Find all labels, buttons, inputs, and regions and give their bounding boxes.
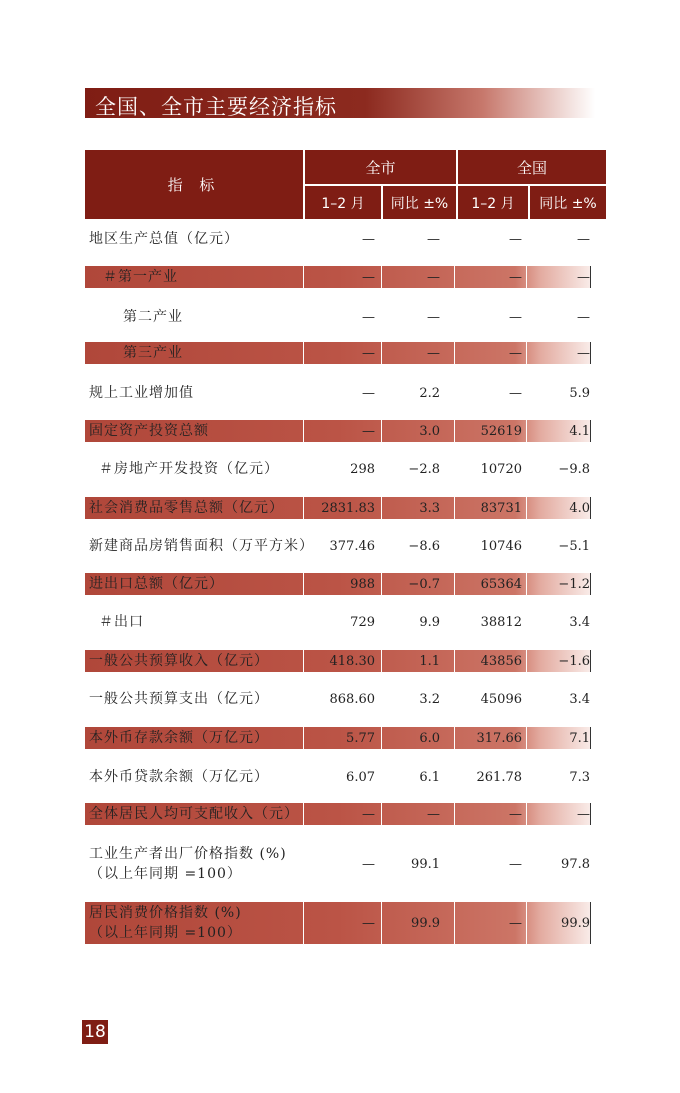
row-end-line <box>590 902 591 944</box>
column-separator <box>381 803 382 825</box>
column-separator <box>454 902 455 944</box>
nation-yoy-value: — <box>577 309 590 325</box>
column-separator <box>381 902 382 944</box>
row-end-line <box>590 650 591 672</box>
table-row <box>85 760 591 794</box>
city-yoy-value: 2.2 <box>419 385 440 401</box>
column-separator <box>381 420 382 442</box>
row-label-line: 一般公共预算支出（亿元） <box>89 691 269 707</box>
city-period-value: 5.77 <box>346 730 375 746</box>
city-yoy-value: 99.1 <box>411 856 440 872</box>
row-label <box>89 902 242 944</box>
city-yoy-value: — <box>427 269 440 285</box>
column-separator <box>526 650 527 672</box>
row-end-line <box>590 342 591 364</box>
table-row <box>85 266 591 288</box>
row-label-line: 固定资产投资总额 <box>89 423 209 439</box>
column-separator <box>526 803 527 825</box>
city-yoy-value: 9.9 <box>419 614 440 630</box>
column-separator <box>303 803 304 825</box>
row-label-line: 一般公共预算收入（亿元） <box>89 653 269 669</box>
city-period-value: 377.46 <box>329 538 375 554</box>
nation-yoy-value: 97.8 <box>561 856 590 872</box>
row-label-line: 地区生产总值（亿元） <box>89 231 239 247</box>
nation-period-value: 83731 <box>480 500 522 516</box>
city-period-value: 729 <box>350 614 375 630</box>
city-period-value: — <box>362 423 375 439</box>
nation-yoy-value: 7.1 <box>569 730 590 746</box>
header-city: 全市 <box>305 150 456 184</box>
nation-yoy-value: 4.0 <box>569 500 590 516</box>
row-label-line: 社会消费品零售总额（亿元） <box>89 500 284 516</box>
nation-yoy-value: — <box>577 345 590 361</box>
city-period-value: 2831.83 <box>321 500 375 516</box>
column-separator <box>381 573 382 595</box>
column-separator <box>381 650 382 672</box>
column-separator <box>303 902 304 944</box>
row-label-line: 本外币存款余额（万亿元） <box>89 730 269 746</box>
column-separator <box>526 266 527 288</box>
column-separator <box>454 650 455 672</box>
row-label <box>89 497 284 519</box>
row-end-line <box>590 573 591 595</box>
row-label-line: ＃出口 <box>99 614 144 630</box>
row-end-line <box>590 727 591 749</box>
table-row <box>85 529 591 563</box>
city-yoy-value: −0.7 <box>408 576 440 592</box>
city-yoy-value: 99.9 <box>411 915 440 931</box>
city-period-value: — <box>362 309 375 325</box>
section-title: 全国、全市主要经济指标 <box>95 95 337 119</box>
nation-period-value: — <box>509 915 522 931</box>
row-label <box>123 302 183 332</box>
column-separator <box>454 727 455 749</box>
row-label-line: （以上年同期 =100） <box>89 925 242 941</box>
row-label-line: 第二产业 <box>123 309 183 325</box>
nation-period-value: — <box>509 806 522 822</box>
row-label <box>89 420 209 442</box>
row-label <box>99 605 144 639</box>
nation-period-value: — <box>509 345 522 361</box>
city-yoy-value: 3.0 <box>419 423 440 439</box>
header-indicator: 指 标 <box>85 150 303 219</box>
nation-period-value: 43856 <box>480 653 522 669</box>
city-period-value: 298 <box>350 461 375 477</box>
city-yoy-value: 6.1 <box>419 769 440 785</box>
header-nation-period: 1–2 月 <box>458 186 528 219</box>
nation-yoy-value: 4.1 <box>569 423 590 439</box>
nation-yoy-value: 99.9 <box>561 915 590 931</box>
header-nation-yoy: 同比 ±% <box>530 186 606 219</box>
nation-period-value: 65364 <box>480 576 522 592</box>
nation-period-value: 38812 <box>480 614 522 630</box>
table-row <box>85 420 591 442</box>
nation-period-value: — <box>509 385 522 401</box>
nation-period-value: 10720 <box>480 461 522 477</box>
nation-period-value: 52619 <box>480 423 522 439</box>
city-period-value: 868.60 <box>329 691 375 707</box>
city-period-value: — <box>362 345 375 361</box>
row-label <box>89 682 269 716</box>
column-separator <box>454 420 455 442</box>
table-row <box>85 682 591 716</box>
column-separator <box>303 342 304 364</box>
city-yoy-value: −2.8 <box>408 461 440 477</box>
nation-yoy-value: 5.9 <box>569 385 590 401</box>
row-label <box>103 266 178 288</box>
city-yoy-value: — <box>427 309 440 325</box>
row-label <box>89 222 239 256</box>
row-label-line: ＃房地产开发投资（亿元） <box>99 461 279 477</box>
nation-period-value: — <box>509 269 522 285</box>
nation-yoy-value: 7.3 <box>569 769 590 785</box>
city-yoy-value: 1.1 <box>419 653 440 669</box>
table-row <box>85 302 591 332</box>
city-period-value: — <box>362 915 375 931</box>
row-end-line <box>590 420 591 442</box>
nation-yoy-value: −9.8 <box>558 461 590 477</box>
row-label-line: 全体居民人均可支配收入（元） <box>89 806 299 822</box>
row-label-line: 第三产业 <box>123 345 183 361</box>
column-separator <box>381 727 382 749</box>
column-separator <box>526 902 527 944</box>
table-row <box>85 573 591 595</box>
nation-period-value: 45096 <box>480 691 522 707</box>
row-label-line: 本外币贷款余额（万亿元） <box>89 769 269 785</box>
city-period-value: 6.07 <box>346 769 375 785</box>
column-separator <box>303 420 304 442</box>
nation-yoy-value: −1.6 <box>558 653 590 669</box>
city-yoy-value: 6.0 <box>419 730 440 746</box>
row-label <box>89 727 269 749</box>
city-yoy-value: 3.2 <box>419 691 440 707</box>
table-row <box>85 902 591 944</box>
city-period-value: 418.30 <box>329 653 375 669</box>
nation-yoy-value: −1.2 <box>558 576 590 592</box>
row-label-line: 居民消费价格指数 (%) <box>89 905 242 921</box>
city-yoy-value: 3.3 <box>419 500 440 516</box>
row-label-line: 新建商品房销售面积（万平方米） <box>89 538 314 554</box>
nation-yoy-value: — <box>577 806 590 822</box>
column-separator <box>303 650 304 672</box>
column-separator <box>454 266 455 288</box>
column-separator <box>526 727 527 749</box>
table-row <box>85 497 591 519</box>
row-label <box>123 342 183 364</box>
nation-period-value: — <box>509 309 522 325</box>
nation-period-value: — <box>509 856 522 872</box>
row-label <box>89 650 269 672</box>
column-separator <box>526 573 527 595</box>
city-yoy-value: −8.6 <box>408 538 440 554</box>
city-yoy-value: — <box>427 231 440 247</box>
city-period-value: 988 <box>350 576 375 592</box>
table-row <box>85 605 591 639</box>
table-row <box>85 803 591 825</box>
column-separator <box>454 803 455 825</box>
header-city-yoy: 同比 ±% <box>383 186 456 219</box>
column-separator <box>381 497 382 519</box>
city-period-value: — <box>362 385 375 401</box>
city-period-value: — <box>362 269 375 285</box>
city-period-value: — <box>362 856 375 872</box>
nation-yoy-value: — <box>577 269 590 285</box>
row-label <box>89 835 287 893</box>
table-row <box>85 222 591 256</box>
column-separator <box>454 573 455 595</box>
header-city-period: 1–2 月 <box>305 186 381 219</box>
row-label <box>89 529 314 563</box>
nation-yoy-value: 3.4 <box>569 614 590 630</box>
nation-yoy-value: — <box>577 231 590 247</box>
table-row <box>85 342 591 364</box>
nation-period-value: — <box>509 231 522 247</box>
table-row <box>85 376 591 410</box>
section-title-bar <box>85 88 595 118</box>
column-separator <box>303 573 304 595</box>
nation-period-value: 10746 <box>480 538 522 554</box>
nation-yoy-value: 3.4 <box>569 691 590 707</box>
row-label <box>89 376 194 410</box>
column-separator <box>526 420 527 442</box>
header-nation: 全国 <box>458 150 606 184</box>
row-label-line: ＃第一产业 <box>103 269 178 285</box>
column-separator <box>454 497 455 519</box>
table-row <box>85 452 591 486</box>
row-label <box>89 803 299 825</box>
row-end-line <box>590 497 591 519</box>
column-separator <box>526 342 527 364</box>
nation-yoy-value: −5.1 <box>558 538 590 554</box>
column-separator <box>381 342 382 364</box>
row-label-line: 工业生产者出厂价格指数 (%) <box>89 846 287 862</box>
column-separator <box>381 266 382 288</box>
city-period-value: — <box>362 806 375 822</box>
city-period-value: — <box>362 231 375 247</box>
column-separator <box>303 266 304 288</box>
nation-period-value: 261.78 <box>476 769 522 785</box>
table-row <box>85 727 591 749</box>
row-end-line <box>590 266 591 288</box>
page-number: 18 <box>82 1020 108 1044</box>
column-separator <box>303 497 304 519</box>
city-yoy-value: — <box>427 806 440 822</box>
nation-period-value: 317.66 <box>476 730 522 746</box>
row-label <box>89 760 269 794</box>
column-separator <box>454 342 455 364</box>
row-label <box>89 573 224 595</box>
row-label-line: 进出口总额（亿元） <box>89 576 224 592</box>
column-separator <box>526 497 527 519</box>
column-separator <box>303 727 304 749</box>
table-row <box>85 835 591 893</box>
row-label-line: 规上工业增加值 <box>89 385 194 401</box>
row-end-line <box>590 803 591 825</box>
city-yoy-value: — <box>427 345 440 361</box>
row-label-line: （以上年同期 =100） <box>89 866 242 882</box>
table-row <box>85 650 591 672</box>
row-label <box>99 452 279 486</box>
